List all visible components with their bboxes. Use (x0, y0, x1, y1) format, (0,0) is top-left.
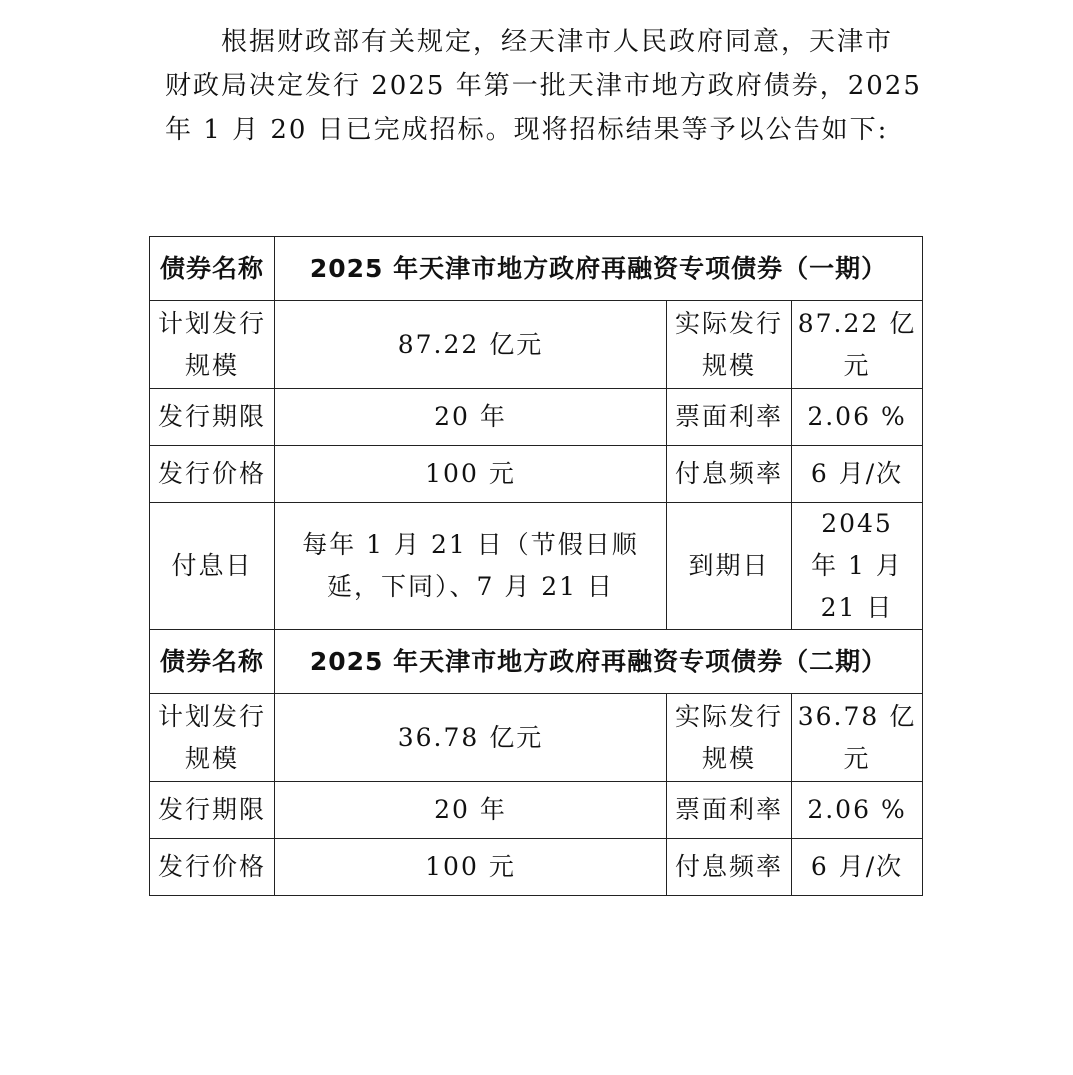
pay-date-value: 每年 1 月 21 日（节假日顺延，下同）、7 月 21 日 (275, 503, 667, 630)
term-label: 发行期限 (150, 782, 275, 839)
bond-name-row (150, 237, 923, 301)
price-label: 发行价格 (150, 446, 275, 503)
bond-name-label: 债券名称 (150, 237, 275, 301)
term-row (150, 389, 923, 446)
price-value: 100 元 (275, 446, 667, 503)
actual-scale-label: 实际发行规模 (667, 301, 792, 389)
actual-scale-label: 实际发行规模 (667, 694, 792, 782)
frequency-label: 付息频率 (667, 446, 792, 503)
maturity-label: 到期日 (667, 503, 792, 630)
price-row (150, 839, 923, 896)
price-value: 100 元 (275, 839, 667, 896)
payment-date-row (150, 503, 923, 630)
bond-results-table (149, 236, 923, 896)
bond-name-label: 债券名称 (150, 630, 275, 694)
intro-line: 根据财政部有关规定，经天津市人民政府同意，天津市 (221, 27, 894, 57)
intro-line: 财政局决定发行 2025 年第一批天津市地方政府债券，2025 (165, 71, 922, 101)
term-value: 20 年 (275, 389, 667, 446)
intro-line: 年 1 月 20 日已完成招标。现将招标结果等予以公告如下: (165, 115, 889, 145)
term-value: 20 年 (275, 782, 667, 839)
plan-scale-value: 87.22 亿元 (275, 301, 667, 389)
term-row (150, 782, 923, 839)
term-label: 发行期限 (150, 389, 275, 446)
maturity-value: 2045 年 1 月 21 日 (792, 503, 923, 630)
price-label: 发行价格 (150, 839, 275, 896)
actual-scale-value: 36.78 亿元 (792, 694, 923, 782)
frequency-value: 6 月/次 (792, 839, 923, 896)
frequency-label: 付息频率 (667, 839, 792, 896)
price-row (150, 446, 923, 503)
issue-scale-row (150, 694, 923, 782)
bond-name-row (150, 630, 923, 694)
coupon-label: 票面利率 (667, 389, 792, 446)
issue-scale-row (150, 301, 923, 389)
bond-name-value: 2025 年天津市地方政府再融资专项债券（二期） (275, 630, 923, 694)
frequency-value: 6 月/次 (792, 446, 923, 503)
plan-scale-label: 计划发行规模 (150, 301, 275, 389)
coupon-value: 2.06 % (792, 389, 923, 446)
announcement-intro (165, 20, 922, 152)
plan-scale-label: 计划发行规模 (150, 694, 275, 782)
actual-scale-value: 87.22 亿元 (792, 301, 923, 389)
coupon-label: 票面利率 (667, 782, 792, 839)
coupon-value: 2.06 % (792, 782, 923, 839)
bond-name-value: 2025 年天津市地方政府再融资专项债券（一期） (275, 237, 923, 301)
pay-date-label: 付息日 (150, 503, 275, 630)
plan-scale-value: 36.78 亿元 (275, 694, 667, 782)
